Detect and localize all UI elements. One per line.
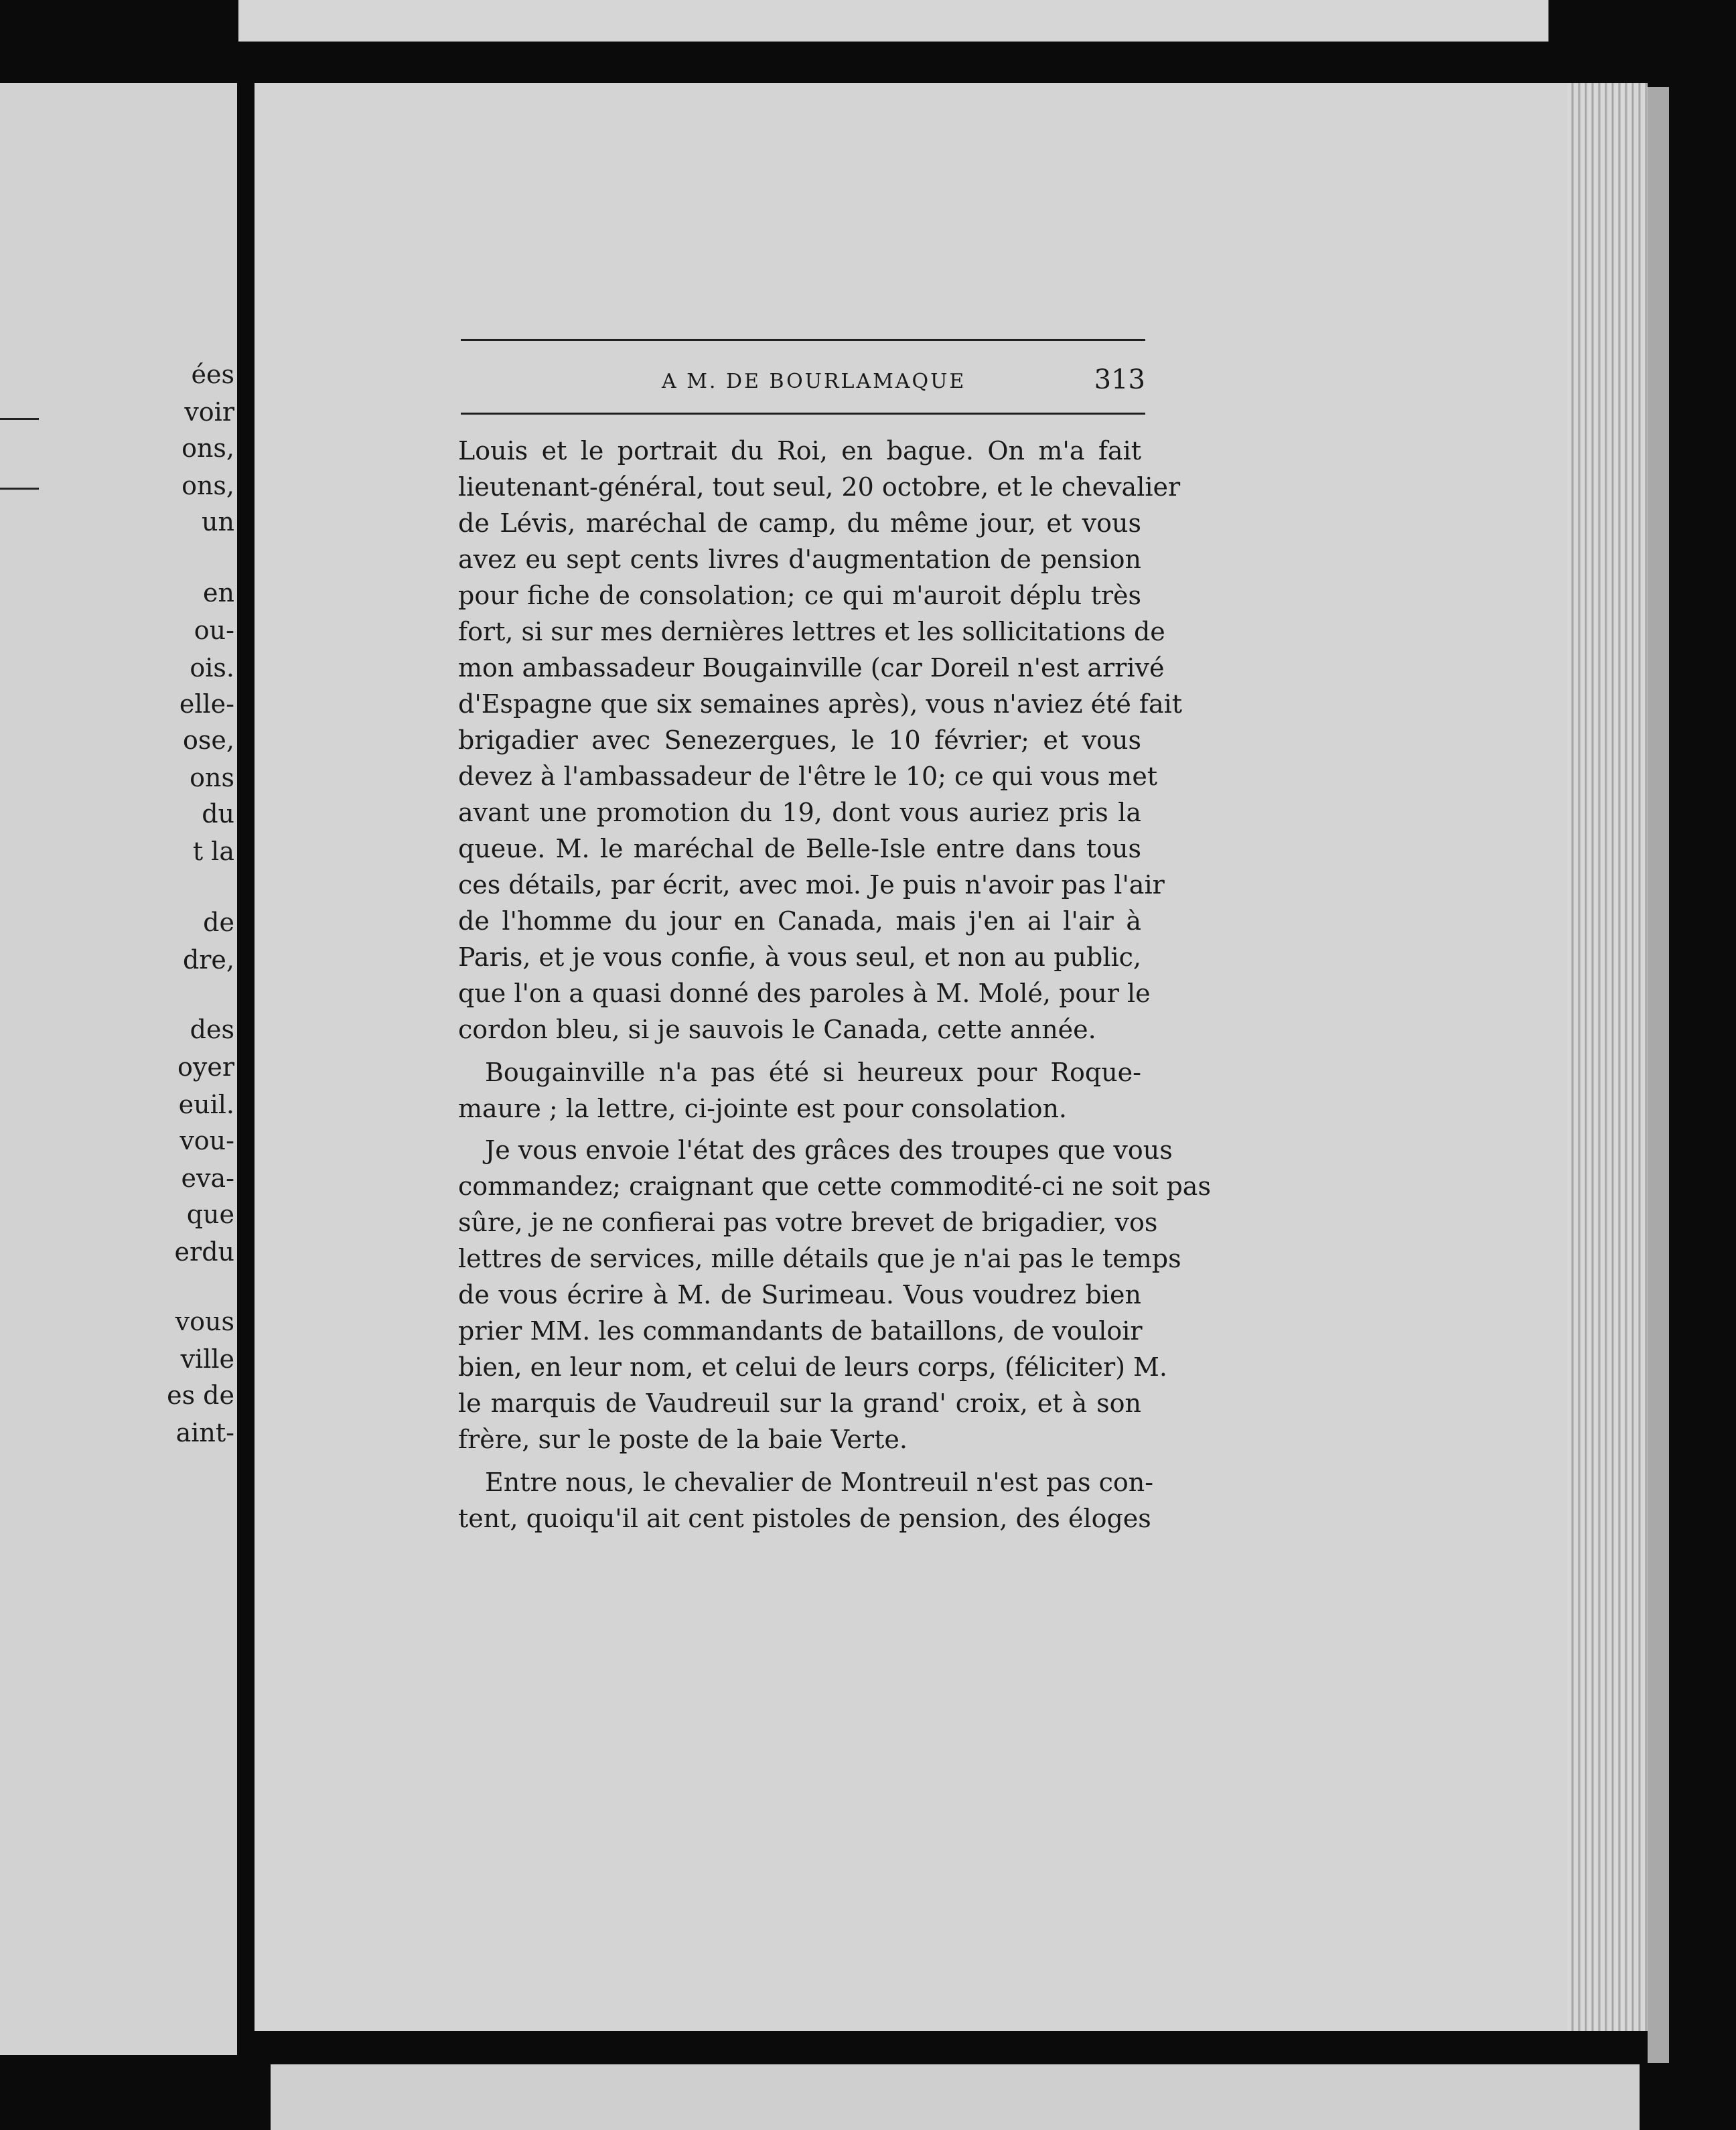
left-page-fragment: eva- — [181, 1163, 234, 1193]
left-page-fragment: ou- — [194, 616, 234, 645]
text-line: Je vous envoie l'état des grâces des troupes que vous — [485, 1135, 1173, 1165]
left-page — [0, 83, 237, 2055]
left-page-fragment: erdu — [174, 1237, 234, 1267]
left-page-fragment: t la — [192, 837, 234, 866]
left-page-rule — [0, 418, 39, 420]
page-edges — [1567, 83, 1648, 2031]
left-page-fragment: elle- — [179, 689, 234, 719]
left-page-fragment: voir — [184, 397, 234, 427]
left-page-fragment: ois. — [190, 653, 234, 683]
previous-frame-edge — [238, 0, 1548, 42]
left-page-fragment: des — [190, 1015, 234, 1044]
text-line: pour fiche de consolation; ce qui m'auroit déplu très — [458, 581, 1141, 610]
text-line: sûre, je ne confierai pas votre brevet de brigadier, vos — [458, 1208, 1158, 1237]
text-line: commandez; craignant que cette commodité-ci ne soit pas — [458, 1172, 1211, 1201]
header-rule-top — [461, 339, 1145, 341]
running-title: A M. DE BOURLAMAQUE — [662, 370, 966, 393]
text-line: frère, sur le poste de la baie Verte. — [458, 1425, 908, 1454]
left-page-fragment: vous — [175, 1307, 234, 1336]
page-number: 313 — [1094, 364, 1145, 395]
header-rule-bottom — [461, 413, 1145, 415]
text-line: avant une promotion du 19, dont vous auriez pris la — [458, 798, 1141, 827]
right-page-edge — [1648, 87, 1669, 2063]
text-line: Louis et le portrait du Roi, en bague. On m'a fait — [458, 436, 1141, 466]
text-line: Paris, et je vous confie, à vous seul, et non au public, — [458, 942, 1141, 972]
text-line: Bougainville n'a pas été si heureux pour Roque- — [485, 1058, 1141, 1087]
text-line: cordon bleu, si je sauvois le Canada, cette année. — [458, 1015, 1096, 1044]
text-line: brigadier avec Senezergues, le 10 février; et vous — [458, 725, 1141, 755]
text-line: maure ; la lettre, ci-jointe est pour consolation. — [458, 1094, 1067, 1123]
left-page-fragment: euil. — [178, 1090, 234, 1119]
text-line: tent, quoiqu'il ait cent pistoles de pension, des éloges — [458, 1504, 1151, 1533]
text-line: Entre nous, le chevalier de Montreuil n'est pas con- — [485, 1468, 1154, 1497]
left-page-fragment: ons, — [182, 433, 234, 463]
left-page-fragment: de — [203, 908, 234, 937]
text-line: lettres de services, mille détails que je n'ai pas le temps — [458, 1244, 1181, 1273]
text-line: fort, si sur mes dernières lettres et les sollicitations de — [458, 617, 1165, 646]
left-page-fragment: un — [202, 507, 234, 537]
left-page-fragment: dre, — [182, 945, 234, 975]
left-page-rule — [0, 488, 39, 490]
left-page-fragment: ons, — [182, 471, 234, 500]
text-line: de vous écrire à M. de Surimeau. Vous voudrez bien — [458, 1280, 1141, 1309]
left-page-fragment: du — [202, 799, 234, 829]
running-head — [461, 363, 1145, 397]
text-line: d'Espagne que six semaines après), vous n'aviez été fait — [458, 689, 1183, 719]
left-page-fragment: vou- — [179, 1126, 234, 1155]
text-line: prier MM. les commandants de bataillons, de vouloir — [458, 1316, 1143, 1346]
text-line: de Lévis, maréchal de camp, du même jour, et vous — [458, 508, 1141, 538]
text-line: lieutenant-général, tout seul, 20 octobre, et le chevalier — [458, 472, 1181, 502]
left-page-fragment: ose, — [183, 725, 234, 755]
left-page-fragment: en — [203, 578, 234, 608]
text-line: que l'on a quasi donné des paroles à M. Molé, pour le — [458, 979, 1151, 1008]
text-line: ces détails, par écrit, avec moi. Je puis n'avoir pas l'air — [458, 870, 1165, 900]
text-line: queue. M. le maréchal de Belle-Isle entre dans tous — [458, 834, 1141, 863]
left-page-fragment: es de — [167, 1380, 234, 1410]
left-page-fragment: aint- — [175, 1418, 234, 1447]
left-page-fragment: ons — [190, 763, 234, 792]
text-line: mon ambassadeur Bougainville (car Doreil n'est arrivé — [458, 653, 1165, 683]
next-frame-edge — [271, 2064, 1640, 2130]
text-line: bien, en leur nom, et celui de leurs corps, (féliciter) M. — [458, 1352, 1168, 1382]
text-line: de l'homme du jour en Canada, mais j'en ai l'air à — [458, 906, 1141, 936]
text-line: le marquis de Vaudreuil sur la grand' croix, et à son — [458, 1389, 1141, 1418]
text-line: devez à l'ambassadeur de l'être le 10; ce qui vous met — [458, 762, 1158, 791]
left-page-fragment: oyer — [177, 1052, 234, 1082]
text-line: avez eu sept cents livres d'augmentation de pension — [458, 545, 1141, 574]
left-page-fragment: ville — [180, 1344, 234, 1374]
left-page-fragment: que — [186, 1200, 234, 1229]
left-page-fragment: ées — [191, 360, 234, 389]
